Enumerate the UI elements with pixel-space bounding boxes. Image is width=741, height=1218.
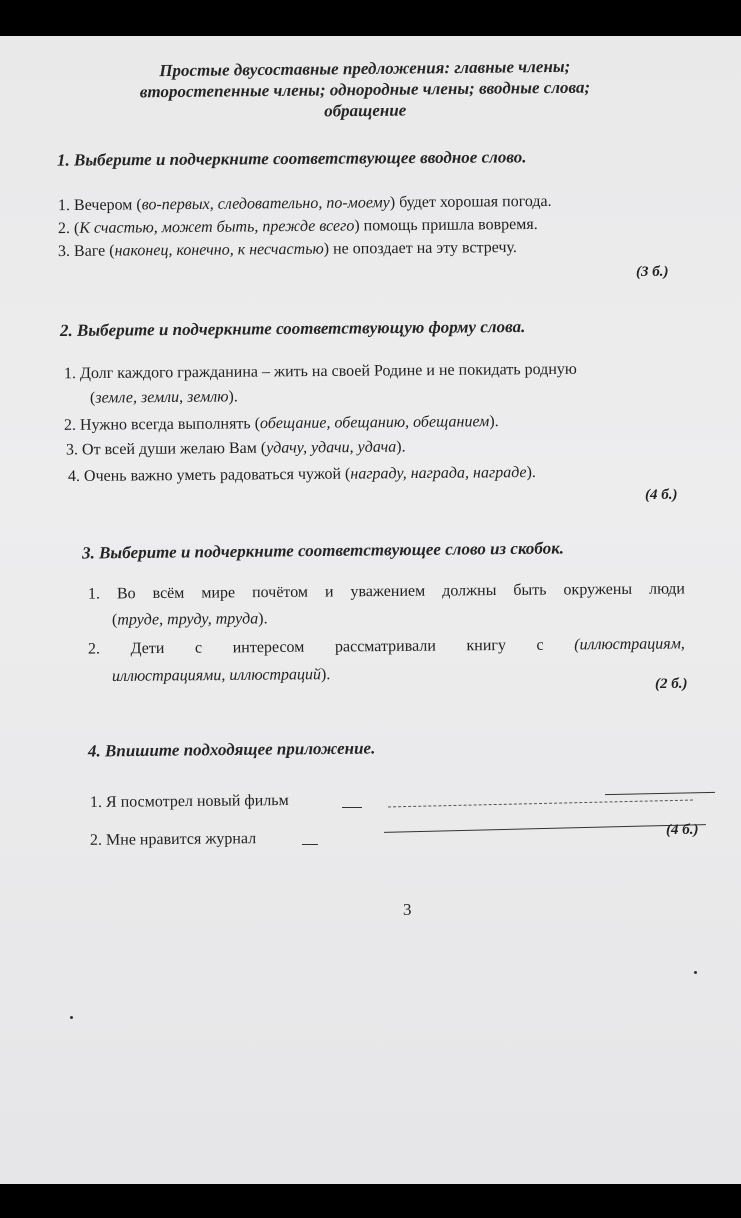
item-options: обещание, обещанию, обещанием bbox=[259, 413, 490, 433]
word: книгу bbox=[466, 636, 506, 655]
word: окружены bbox=[563, 580, 633, 599]
word: с bbox=[194, 639, 203, 657]
item-number: 2. bbox=[63, 416, 77, 434]
item-options: во-первых, следовательно, по-моему bbox=[141, 194, 390, 214]
item-text-before: Долг каждого гражданина – жить на своей Родине и не покидать родную bbox=[79, 360, 577, 383]
title-line-2: второстепенные члены; однородные члены; вводные слова; bbox=[139, 77, 591, 102]
task3-score: (2 б.) bbox=[655, 676, 688, 692]
speck bbox=[70, 1016, 73, 1019]
answer-blank-2a[interactable] bbox=[302, 844, 318, 845]
answer-blank-2b[interactable] bbox=[384, 824, 706, 833]
answer-blank-1a[interactable] bbox=[342, 807, 362, 808]
page-number: 3 bbox=[403, 900, 412, 919]
word: должны bbox=[442, 582, 497, 600]
title-line-3: обращение bbox=[324, 100, 407, 121]
task1-item-2 bbox=[58, 215, 538, 239]
task2-item-1 bbox=[64, 360, 577, 384]
task4-item-1 bbox=[90, 791, 289, 813]
task3-item-1-line1 bbox=[88, 579, 685, 604]
item-text-after: ) не опоздает на эту встречу. bbox=[323, 238, 517, 258]
page-title bbox=[60, 55, 671, 124]
item-options: награду, награда, награде bbox=[350, 464, 527, 483]
task2-score: (4 б.) bbox=[645, 487, 678, 503]
task4-score: (4 б.) bbox=[666, 822, 699, 838]
answer-blank-1-faded[interactable] bbox=[388, 800, 693, 808]
item-options: труде, труду, труда bbox=[117, 610, 259, 629]
word: с bbox=[536, 636, 544, 654]
task3-item-2-line2 bbox=[112, 665, 331, 687]
item-text-after: ). bbox=[396, 438, 406, 456]
task1-heading: 1. Выберите и подчеркните соответствующее вводное слово. bbox=[56, 147, 527, 170]
item-text-before: Нужно всегда выполнять ( bbox=[79, 415, 261, 434]
task2-item-1-continuation: (земле, земли, землю). bbox=[89, 388, 238, 407]
word: и bbox=[324, 583, 334, 601]
task2-item-4 bbox=[68, 463, 536, 487]
worksheet-page bbox=[0, 36, 741, 1184]
word: Дети bbox=[130, 639, 165, 658]
task3-item-1-line2: (труде, труду, труда). bbox=[111, 610, 268, 629]
item-number: 1. bbox=[89, 793, 103, 812]
item-options: иллюстрациями, иллюстраций bbox=[111, 666, 322, 685]
item-text-before: ( bbox=[73, 219, 80, 237]
item-number: 3. bbox=[65, 441, 79, 459]
item-number: 2. bbox=[57, 219, 71, 238]
item-number: 2. bbox=[89, 831, 103, 849]
item-text: Мне нравится журнал bbox=[105, 830, 257, 849]
word: рассматривали bbox=[334, 637, 436, 656]
word: уважением bbox=[350, 582, 426, 601]
item-options: К счастью, может быть, прежде всего bbox=[79, 217, 355, 237]
item-text-after: ). bbox=[526, 463, 536, 482]
task2-heading: 2. Выберите и подчеркните соответствующую форму слова. bbox=[59, 316, 526, 341]
task2-item-2 bbox=[64, 412, 499, 436]
item-text-before: От всей души желаю Вам ( bbox=[81, 439, 267, 459]
word: мире bbox=[201, 584, 236, 602]
task3-heading: 3. Выберите и подчеркните соответствующее слово из скобок. bbox=[81, 538, 565, 563]
item-text-after: ) будет хорошая погода. bbox=[389, 192, 552, 212]
task1-item-3 bbox=[58, 238, 517, 262]
word: Во bbox=[116, 585, 136, 603]
task2-item-3 bbox=[66, 438, 406, 461]
item-number: 1. bbox=[87, 585, 101, 603]
item-number: 1. bbox=[63, 365, 77, 383]
word: быть bbox=[513, 581, 547, 599]
item-text-after: ). bbox=[228, 388, 238, 406]
item-text-before: Вечером ( bbox=[73, 196, 142, 215]
item-number: 4. bbox=[67, 467, 81, 486]
item-text-before: Очень важно уметь радоваться чужой ( bbox=[83, 465, 351, 485]
item-number: 1. bbox=[57, 197, 71, 215]
item-number: 2. bbox=[87, 640, 101, 658]
item-text-after: ) помощь пришла вовремя. bbox=[354, 215, 538, 235]
item-text: Я посмотрел новый фильм bbox=[105, 791, 289, 811]
task4-item-2 bbox=[90, 829, 256, 851]
item-text-after: ). bbox=[320, 666, 331, 684]
task4-heading: 4. Впишите подходящее приложение. bbox=[87, 738, 376, 761]
word: люди bbox=[649, 580, 685, 598]
speck bbox=[694, 971, 697, 974]
item-text-after: ). bbox=[489, 413, 499, 431]
task1-score: (3 б.) bbox=[636, 264, 669, 280]
word: всём bbox=[152, 584, 185, 603]
task3-item-2-line1 bbox=[88, 634, 685, 659]
title-line-1: Простые двусоставные предложения: главные члены; bbox=[159, 56, 571, 81]
task1-item-1 bbox=[58, 192, 552, 216]
item-text-before: Ваге ( bbox=[73, 242, 115, 260]
word: интересом bbox=[232, 638, 305, 657]
word: почётом bbox=[252, 583, 309, 602]
item-options: удачу, удачи, удача bbox=[266, 438, 397, 457]
item-number: 3. bbox=[57, 242, 71, 261]
word: (иллюстрациям, bbox=[574, 635, 685, 654]
item-text-after: ). bbox=[258, 610, 268, 628]
answer-blank-1b bbox=[605, 792, 715, 795]
item-options: земле, земли, землю bbox=[95, 388, 229, 407]
item-options: наконец, конечно, к несчастью bbox=[114, 240, 324, 260]
